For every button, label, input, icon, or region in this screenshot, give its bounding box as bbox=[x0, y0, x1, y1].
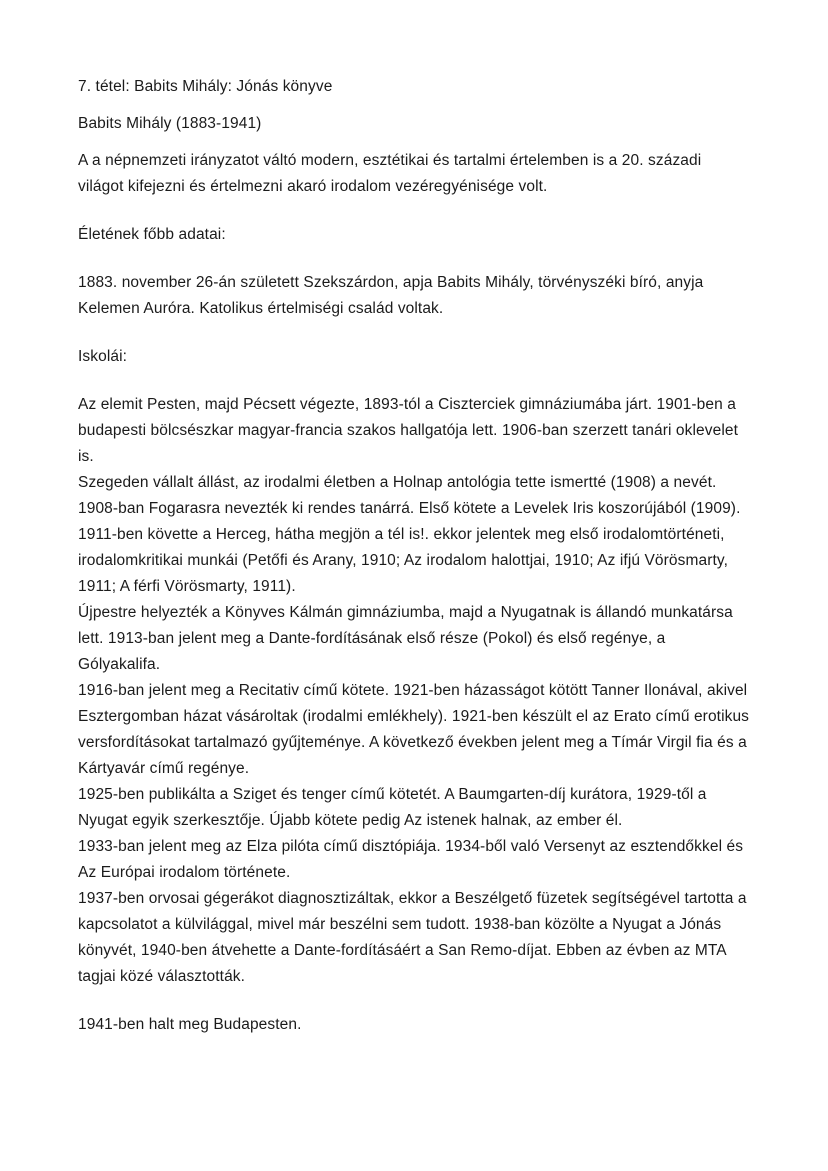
biography-paragraph: Újpestre helyezték a Könyves Kálmán gimnáziumba, majd a Nyugatnak is állandó munkatársa lett. 1913-ban jelent meg a Dante-fordításának első része (Pokol) és első regénye, a Gólyakalifa. bbox=[78, 604, 733, 673]
heading-life-data: Életének főbb adatai: bbox=[78, 226, 226, 243]
author-line: Babits Mihály (1883-1941) bbox=[78, 115, 262, 132]
document-body bbox=[78, 74, 750, 1038]
heading-schools: Iskolái: bbox=[78, 348, 128, 365]
biography-paragraph: Az elemit Pesten, majd Pécsett végezte, 1893-tól a Ciszterciek gimnáziumába járt. 1901-ben a budapesti bölcsészkar magyar-francia szakos hallgatója lett. 1906-ban szerzett tanári oklevelet is. bbox=[78, 396, 738, 465]
biography-paragraph: 1916-ban jelent meg a Recitativ című kötete. 1921-ben házasságot kötött Tanner Ilonával, akivel Esztergomban házat vásároltak (irodalmi emlékhely). 1921-ben készült el az Erato című erotikus versfordításokat tartalmazó gyűjteménye. A következő években jelent meg a Tímár Virgil fia és a Kártyavár című regénye. bbox=[78, 682, 750, 777]
birth-paragraph: 1883. november 26-án született Szekszárdon, apja Babits Mihály, törvényszéki bíró, anyja Kelemen Auróra. Katolikus értelmiségi család voltak. bbox=[78, 274, 704, 317]
biography-paragraph: 1937-ben orvosai gégerákot diagnosztizáltak, ekkor a Beszélgető füzetek segítségével tartotta a kapcsolatot a külvilággal, mivel már beszélni sem tudott. 1938-ban közölte a Nyugat a Jónás könyvét, 1940-ben átvehette a Dante-fordításáért a San Remo-díjat. Ebben az évben az MTA tagjai közé választották. bbox=[78, 890, 747, 985]
death-paragraph: 1941-ben halt meg Budapesten. bbox=[78, 1016, 302, 1033]
biography-block bbox=[78, 392, 750, 990]
biography-paragraph: 1933-ban jelent meg az Elza pilóta című disztópiája. 1934-ből való Versenyt az esztendőkkel és Az Európai irodalom története. bbox=[78, 838, 744, 881]
intro-paragraph: A a népnemzeti irányzatot váltó modern, esztétikai és tartalmi értelemben is a 20. századi világot kifejezni és értelmezni akaró irodalom vezéregyénisége volt. bbox=[78, 152, 702, 195]
biography-paragraph: 1925-ben publikálta a Sziget és tenger című kötetét. A Baumgarten-díj kurátora, 1929-től a Nyugat egyik szerkesztője. Újabb kötete pedig Az istenek halnak, az ember él. bbox=[78, 786, 707, 829]
doc-title: 7. tétel: Babits Mihály: Jónás könyve bbox=[78, 78, 333, 95]
biography-paragraph: 1911-ben követte a Herceg, hátha megjön a tél is!. ekkor jelentek meg első irodalomtörténeti, irodalomkritikai munkái (Petőfi és Arany, 1910; Az irodalom halottjai, 1910; Az ifjú Vörösmarty, 1911; A férfi Vörösmarty, 1911). bbox=[78, 526, 728, 595]
biography-paragraph: Szegeden vállalt állást, az irodalmi életben a Holnap antológia tette ismertté (1908) a nevét. 1908-ban Fogarasra nevezték ki rendes tanárrá. Első kötete a Levelek Iris koszorújából (1909). bbox=[78, 474, 741, 517]
